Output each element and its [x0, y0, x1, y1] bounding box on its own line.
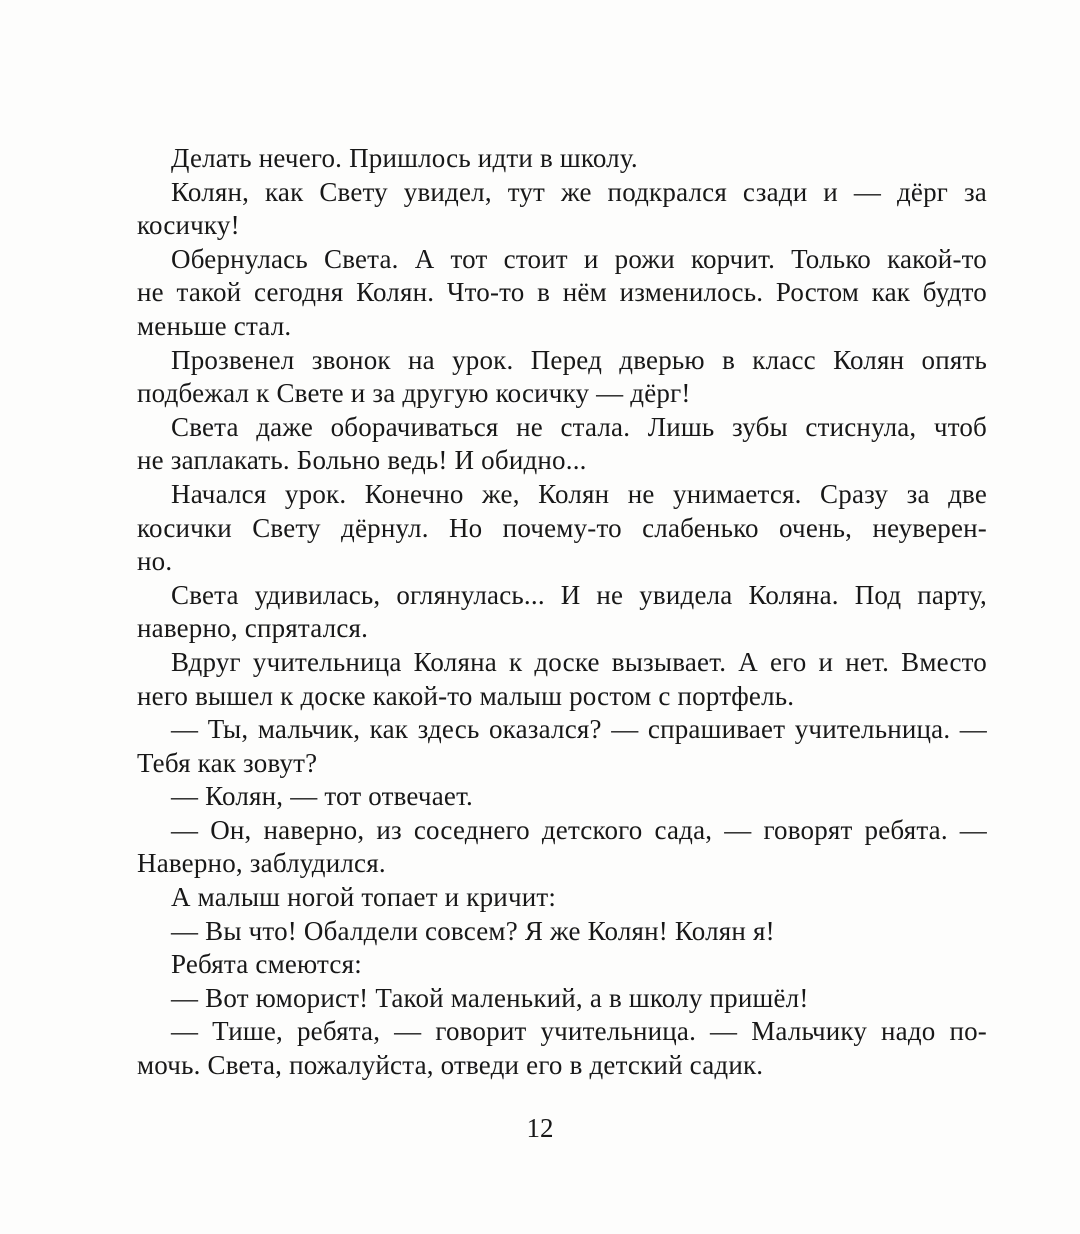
text-line: Ребята смеются: [171, 949, 362, 980]
text-line: наверно, спрятался. [137, 613, 369, 644]
text-line: косички Свету дёрнул. Но почему-то слабенько очень, неуверен- [137, 512, 987, 543]
text-line: не заплакать. Больно ведь! И обидно... [137, 445, 587, 476]
text-line: Прозвенел звонок на урок. Перед дверью в класс Колян опять [171, 344, 987, 375]
text-line: не такой сегодня Колян. Что-то в нём изменилось. Ростом как будто [137, 277, 987, 308]
text-line: мочь. Света, пожалуйста, отведи его в детский садик. [137, 1050, 764, 1081]
text-line: него вышел к доске какой-то малыш ростом с портфель. [137, 680, 795, 711]
text-line: Света удивилась, оглянулась... И не увидела Коляна. Под парту, [171, 579, 987, 610]
text-line: Вдруг учительница Коляна к доске вызывает. А его и нет. Вместо [171, 646, 987, 677]
text-line: — Тише, ребята, — говорит учительница. — Мальчику надо по- [171, 1016, 987, 1047]
text-line: — Колян, — тот отвечает. [171, 781, 473, 812]
page-number: 12 [526, 1113, 554, 1143]
text-line: косичку! [137, 210, 240, 241]
text-line: — Ты, мальчик, как здесь оказался? — спрашивает учительница. — [171, 714, 987, 745]
text-line: Делать нечего. Пришлось идти в школу. [171, 143, 638, 173]
text-line: А малыш ногой топает и кричит: [171, 882, 557, 913]
text-line: — Вот юморист! Такой маленький, а в школу пришёл! [171, 982, 809, 1013]
text-line: Наверно, заблудился. [137, 848, 386, 879]
text-line: Света даже оборачиваться не стала. Лишь зубы стиснула, чтоб [171, 411, 987, 442]
text-block [137, 142, 987, 1083]
text-line: — Он, наверно, из соседнего детского сада, — говорят ребята. — [171, 814, 987, 845]
text-line: Колян, как Свету увидел, тут же подкрался сзади и — дёрг за [171, 176, 987, 207]
text-line: но. [137, 546, 173, 577]
text-line: Начался урок. Конечно же, Колян не унимается. Сразу за две [171, 478, 987, 509]
text-line: — Вы что! Обалдели совсем? Я же Колян! Колян я! [171, 915, 775, 946]
text-line: подбежал к Свете и за другую косичку — дёрг! [137, 378, 691, 409]
text-line: Тебя как зовут? [137, 747, 318, 778]
text-line: Обернулась Света. А тот стоит и рожи корчит. Только какой-то [171, 243, 987, 274]
text-line: меньше стал. [137, 310, 292, 341]
